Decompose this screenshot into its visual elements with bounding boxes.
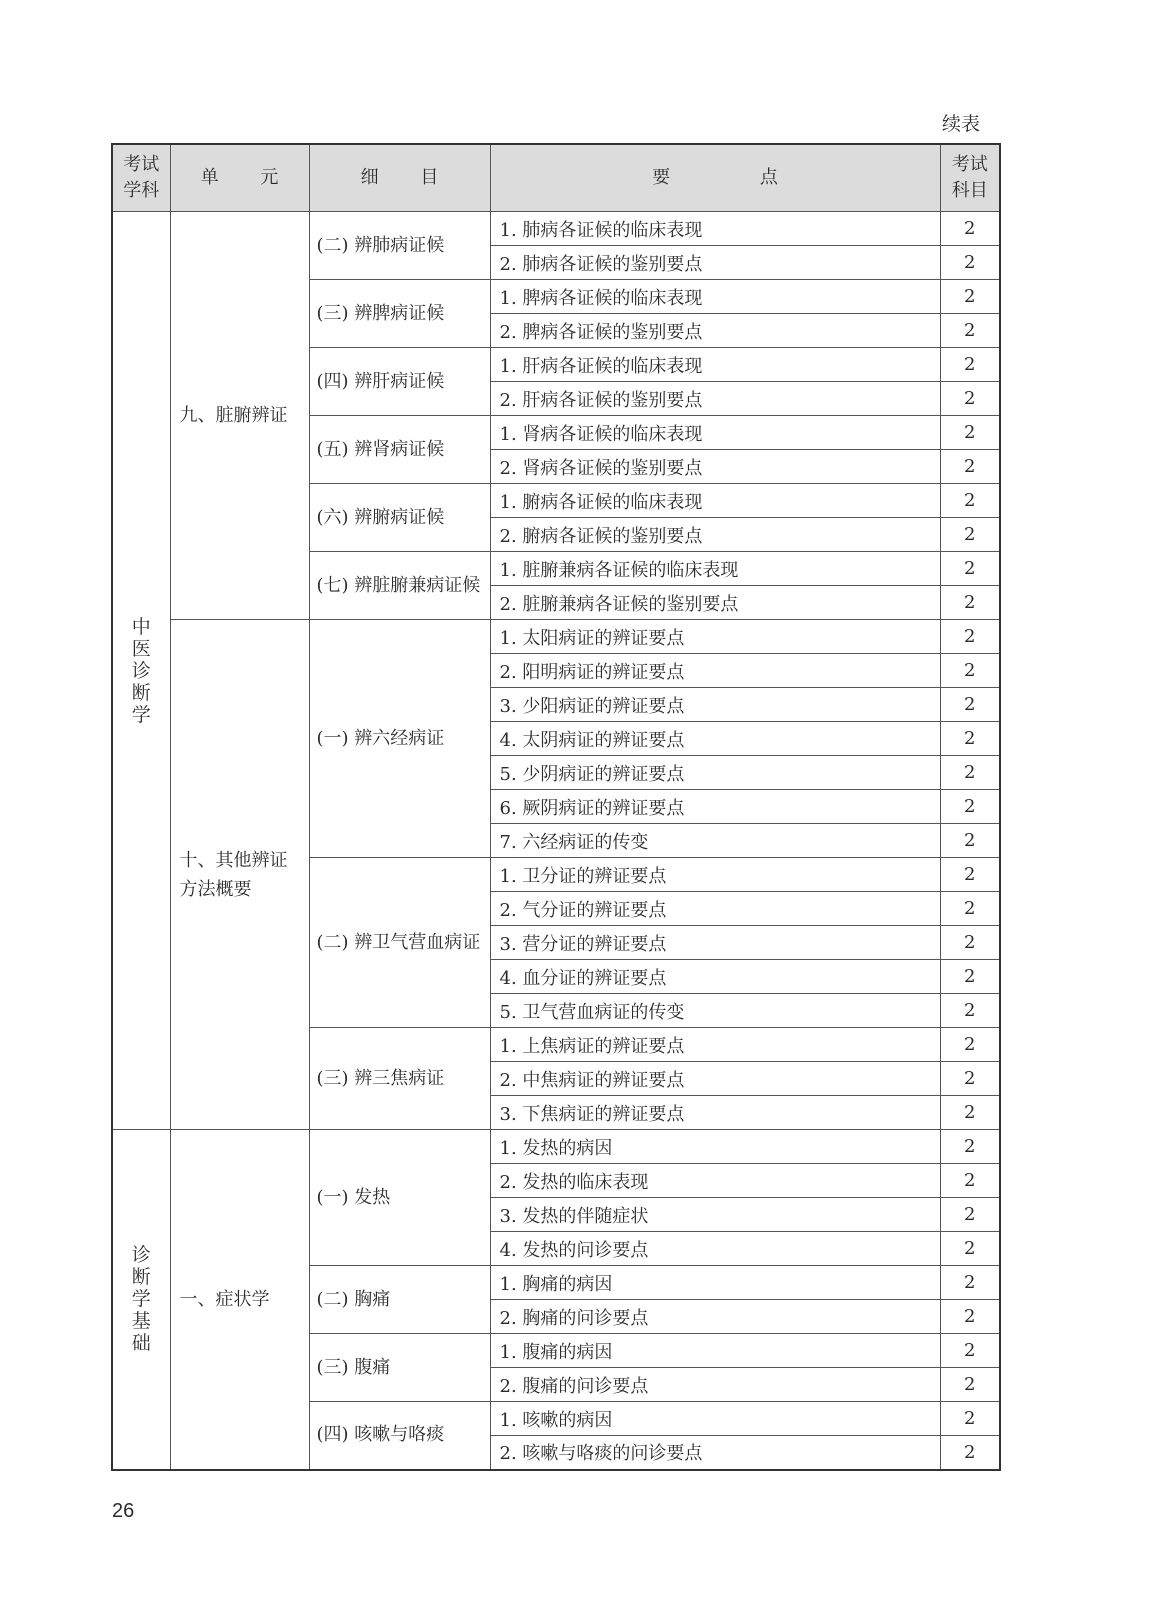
table-row	[112, 1130, 1000, 1164]
point-cell: 1. 胸痛的病因	[490, 1266, 940, 1300]
point-cell: 4. 发热的问诊要点	[490, 1232, 940, 1266]
level-cell: 2	[940, 586, 1000, 620]
level-cell: 2	[940, 1232, 1000, 1266]
point-cell: 2. 阳明病证的辨证要点	[490, 654, 940, 688]
point-cell: 2. 气分证的辨证要点	[490, 892, 940, 926]
header-item: 细 目	[309, 144, 490, 212]
header-subject: 考试学科	[112, 144, 170, 212]
point-cell: 2. 发热的临床表现	[490, 1164, 940, 1198]
syllabus-table	[111, 143, 1001, 1471]
item-cell: (三) 腹痛	[309, 1334, 490, 1402]
point-cell: 3. 发热的伴随症状	[490, 1198, 940, 1232]
subject-label: 中医诊断学	[131, 615, 151, 726]
level-cell: 2	[940, 382, 1000, 416]
point-cell: 4. 血分证的辨证要点	[490, 960, 940, 994]
point-cell: 3. 营分证的辨证要点	[490, 926, 940, 960]
level-cell: 2	[940, 756, 1000, 790]
level-cell: 2	[940, 246, 1000, 280]
item-cell: (七) 辨脏腑兼病证候	[309, 552, 490, 620]
point-cell: 1. 脏腑兼病各证候的临床表现	[490, 552, 940, 586]
point-cell: 6. 厥阴病证的辨证要点	[490, 790, 940, 824]
item-cell: (二) 辨卫气营血病证	[309, 858, 490, 1028]
level-cell: 2	[940, 824, 1000, 858]
level-cell: 2	[940, 688, 1000, 722]
header-unit: 单 元	[170, 144, 309, 212]
unit-cell: 一、症状学	[170, 1130, 309, 1470]
point-cell: 2. 肾病各证候的鉴别要点	[490, 450, 940, 484]
header-level: 考试科目	[940, 144, 1000, 212]
level-cell: 2	[940, 1266, 1000, 1300]
point-cell: 1. 上焦病证的辨证要点	[490, 1028, 940, 1062]
subject-label: 诊断学基础	[131, 1244, 151, 1355]
point-cell: 1. 卫分证的辨证要点	[490, 858, 940, 892]
point-cell: 1. 肾病各证候的临床表现	[490, 416, 940, 450]
level-cell: 2	[940, 1436, 1000, 1470]
point-cell: 1. 腹痛的病因	[490, 1334, 940, 1368]
item-cell: (二) 辨肺病证候	[309, 212, 490, 280]
item-cell: (五) 辨肾病证候	[309, 416, 490, 484]
level-cell: 2	[940, 960, 1000, 994]
point-cell: 1. 腑病各证候的临床表现	[490, 484, 940, 518]
level-cell: 2	[940, 1096, 1000, 1130]
page-number: 26	[112, 1500, 135, 1522]
item-cell: (一) 发热	[309, 1130, 490, 1266]
point-cell: 7. 六经病证的传变	[490, 824, 940, 858]
level-cell: 2	[940, 1062, 1000, 1096]
table-header	[112, 144, 1000, 212]
item-cell: (三) 辨三焦病证	[309, 1028, 490, 1130]
point-cell: 1. 肝病各证候的临床表现	[490, 348, 940, 382]
level-cell: 2	[940, 348, 1000, 382]
level-cell: 2	[940, 1402, 1000, 1436]
level-cell: 2	[940, 416, 1000, 450]
level-cell: 2	[940, 212, 1000, 246]
point-cell: 2. 脏腑兼病各证候的鉴别要点	[490, 586, 940, 620]
point-cell: 1. 肺病各证候的临床表现	[490, 212, 940, 246]
table-row	[112, 620, 1000, 654]
level-cell: 2	[940, 1028, 1000, 1062]
point-cell: 2. 脾病各证候的鉴别要点	[490, 314, 940, 348]
level-cell: 2	[940, 790, 1000, 824]
level-cell: 2	[940, 552, 1000, 586]
item-cell: (六) 辨腑病证候	[309, 484, 490, 552]
level-cell: 2	[940, 620, 1000, 654]
continued-label: 续表	[941, 113, 980, 135]
item-cell: (一) 辨六经病证	[309, 620, 490, 858]
unit-cell: 九、脏腑辨证	[170, 212, 309, 620]
level-cell: 2	[940, 926, 1000, 960]
item-cell: (四) 辨肝病证候	[309, 348, 490, 416]
point-cell: 1. 咳嗽的病因	[490, 1402, 940, 1436]
point-cell: 5. 少阴病证的辨证要点	[490, 756, 940, 790]
point-cell: 2. 肝病各证候的鉴别要点	[490, 382, 940, 416]
subject-cell	[112, 212, 170, 1130]
point-cell: 1. 脾病各证候的临床表现	[490, 280, 940, 314]
level-cell: 2	[940, 1130, 1000, 1164]
point-cell: 2. 咳嗽与咯痰的问诊要点	[490, 1436, 940, 1470]
point-cell: 4. 太阴病证的辨证要点	[490, 722, 940, 756]
point-cell: 2. 肺病各证候的鉴别要点	[490, 246, 940, 280]
level-cell: 2	[940, 1334, 1000, 1368]
level-cell: 2	[940, 314, 1000, 348]
item-cell: (二) 胸痛	[309, 1266, 490, 1334]
table-row	[112, 212, 1000, 246]
table-body	[112, 212, 1000, 1470]
point-cell: 3. 少阳病证的辨证要点	[490, 688, 940, 722]
item-cell: (三) 辨脾病证候	[309, 280, 490, 348]
level-cell: 2	[940, 722, 1000, 756]
subject-cell	[112, 1130, 170, 1470]
item-cell: (四) 咳嗽与咯痰	[309, 1402, 490, 1470]
level-cell: 2	[940, 1198, 1000, 1232]
point-cell: 2. 腑病各证候的鉴别要点	[490, 518, 940, 552]
point-cell: 2. 胸痛的问诊要点	[490, 1300, 940, 1334]
point-cell: 2. 腹痛的问诊要点	[490, 1368, 940, 1402]
level-cell: 2	[940, 1164, 1000, 1198]
level-cell: 2	[940, 994, 1000, 1028]
header-points: 要 点	[490, 144, 940, 212]
point-cell: 1. 太阳病证的辨证要点	[490, 620, 940, 654]
level-cell: 2	[940, 280, 1000, 314]
level-cell: 2	[940, 450, 1000, 484]
unit-cell: 十、其他辨证方法概要	[170, 620, 309, 1130]
level-cell: 2	[940, 892, 1000, 926]
point-cell: 5. 卫气营血病证的传变	[490, 994, 940, 1028]
level-cell: 2	[940, 858, 1000, 892]
point-cell: 3. 下焦病证的辨证要点	[490, 1096, 940, 1130]
level-cell: 2	[940, 484, 1000, 518]
point-cell: 2. 中焦病证的辨证要点	[490, 1062, 940, 1096]
level-cell: 2	[940, 654, 1000, 688]
level-cell: 2	[940, 1368, 1000, 1402]
point-cell: 1. 发热的病因	[490, 1130, 940, 1164]
level-cell: 2	[940, 1300, 1000, 1334]
level-cell: 2	[940, 518, 1000, 552]
